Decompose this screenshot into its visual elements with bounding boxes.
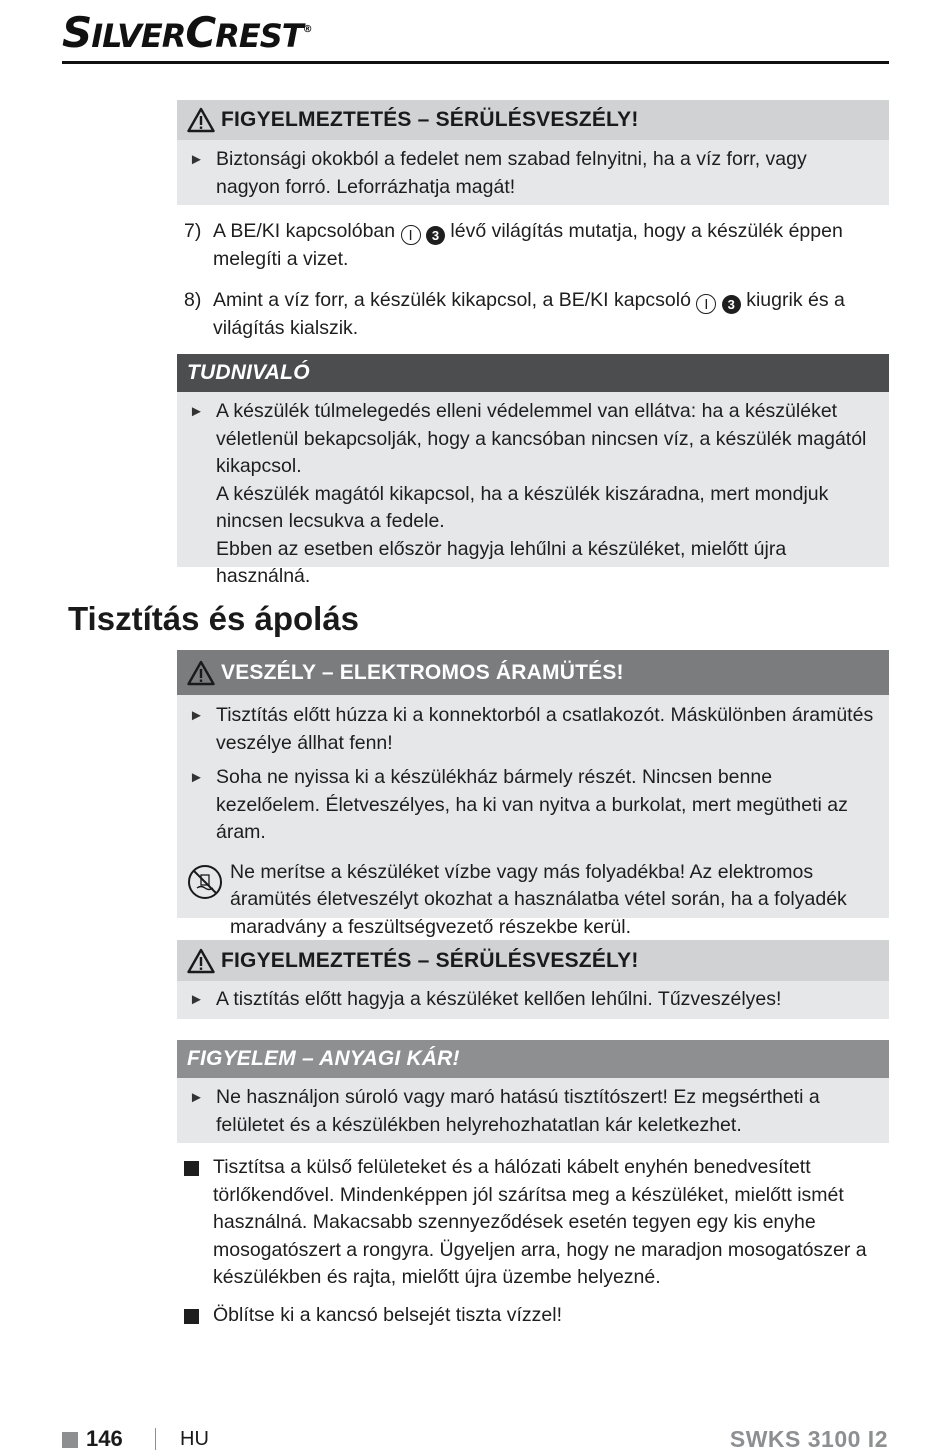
triangle-right-icon: ► <box>189 151 204 168</box>
triangle-right-icon: ► <box>189 403 204 420</box>
danger-header <box>177 650 889 695</box>
note-title: TUDNIVALÓ <box>187 361 310 384</box>
square-bullet-icon <box>184 1161 199 1176</box>
power-switch-icon: I <box>696 294 716 314</box>
step-8: 8) Amint a víz forr, a készülék kikapcsol, a BE/KI kapcsoló I 3 kiugrik és a világítás kialszik. <box>184 289 845 339</box>
danger-box-electric <box>177 650 889 938</box>
language-code: HU <box>180 1428 209 1450</box>
list-item: ► A készülék túlmelegedés elleni védelemmel van ellátva: ha a készüléket véletlenül bekapcsolják, hogy a kancsóban nincsen víz, a készülék magától kikapcsol. A készülék magától kikapcsol, ha a készülék kiszáradna, mert mondjuk nincsen lecsukva a fedele. Ebben az esetben először hagyja lehűlni a készüléket, mielőtt újra használná. <box>189 400 867 587</box>
attention-title: FIGYELEM – ANYAGI KÁR! <box>187 1047 460 1070</box>
list-item: ► Soha ne nyissa ki a készülékház bármely részét. Nincsen benne kezelőelem. Életveszélyes, ha ki van nyitva a burkolat, mert megütheti az áram. <box>189 766 848 843</box>
list-item: ► Tisztítás előtt húzza ki a konnektorból a csatlakozót. Máskülönben áramütés veszélye állhat fenn! <box>189 704 874 754</box>
list-item: ► A tisztítás előtt hagyja a készüléket kellően lehűlni. Tűzveszélyes! <box>177 986 889 1014</box>
step-7: 7) A BE/KI kapcsolóban I 3 lévő világítás mutatja, hogy a készülék éppen melegíti a vizet. <box>184 220 843 270</box>
immerse-warning: Ne merítse a készüléket vízbe vagy más folyadékba! Az elektromos áramütés életveszélyt okozhat a használatba vétel során, ha a folyadék maradvány a feszültségvezető részekbe kerül. <box>177 859 889 942</box>
triangle-right-icon: ► <box>189 769 204 786</box>
warning-title: FIGYELMEZTETÉS – SÉRÜLÉSVESZÉLY! <box>221 108 639 131</box>
note-header <box>177 354 889 392</box>
footer-square-icon <box>62 1432 78 1448</box>
attention-box-damage <box>177 1040 889 1143</box>
page-footer <box>0 1426 950 1456</box>
section-title: Tisztítás és ápolás <box>68 600 360 637</box>
warning-triangle-icon <box>187 948 215 974</box>
list-item: ► Ne használjon súroló vagy maró hatású tisztítószert! Ez megsértheti a felületet és a készülékben helyrehozhatatlan kár keletkezhet. <box>189 1086 820 1136</box>
warning-header <box>177 940 889 981</box>
triangle-right-icon: ► <box>189 1089 204 1106</box>
power-switch-icon: I <box>401 225 421 245</box>
list-item: Tisztítsa a külső felületeket és a hálózati kábelt enyhén benedvesített törlőkendővel. Mindenképpen jól szárítsa meg a készüléket, mielőtt ismét használná. Makacsabb szennyeződések esetén tegyen egy kis enyhe mosogatószert a rongyra. Ügyeljen arra, hogy ne maradjon mosogatószer a készülékben és rajta, mielőtt újra üzembe helyezné. <box>184 1154 884 1292</box>
list-item: Öblítse ki a kancsó belsejét tiszta vízzel! <box>184 1302 884 1330</box>
model-number: SWKS 3100 I2 <box>729 1426 888 1452</box>
warning-header <box>177 100 889 140</box>
attention-header <box>177 1040 889 1078</box>
no-immerse-icon <box>187 864 223 900</box>
brand-logo: SILVERCREST® <box>62 8 312 57</box>
header-rule <box>62 61 889 64</box>
warning-title: FIGYELMEZTETÉS – SÉRÜLÉSVESZÉLY! <box>221 948 639 972</box>
warning-box-injury <box>177 100 889 205</box>
warning-triangle-icon <box>187 660 215 686</box>
warning-triangle-icon <box>187 107 215 133</box>
square-bullet-icon <box>184 1309 199 1324</box>
page-number: 146 <box>86 1426 123 1451</box>
list-item: ► Biztonsági okokból a fedelet nem szabad felnyitni, ha a víz forr, vagy nagyon forró. Leforrázhatja magát! <box>189 148 807 198</box>
danger-title: VESZÉLY – ELEKTROMOS ÁRAMÜTÉS! <box>221 660 624 684</box>
triangle-right-icon: ► <box>189 707 204 724</box>
triangle-right-icon: ► <box>189 991 204 1008</box>
reference-number-badge: 3 <box>426 226 445 245</box>
reference-number-badge: 3 <box>722 295 741 314</box>
note-box <box>177 354 889 587</box>
warning-box-injury-2 <box>177 940 889 1019</box>
footer-divider <box>155 1428 156 1450</box>
